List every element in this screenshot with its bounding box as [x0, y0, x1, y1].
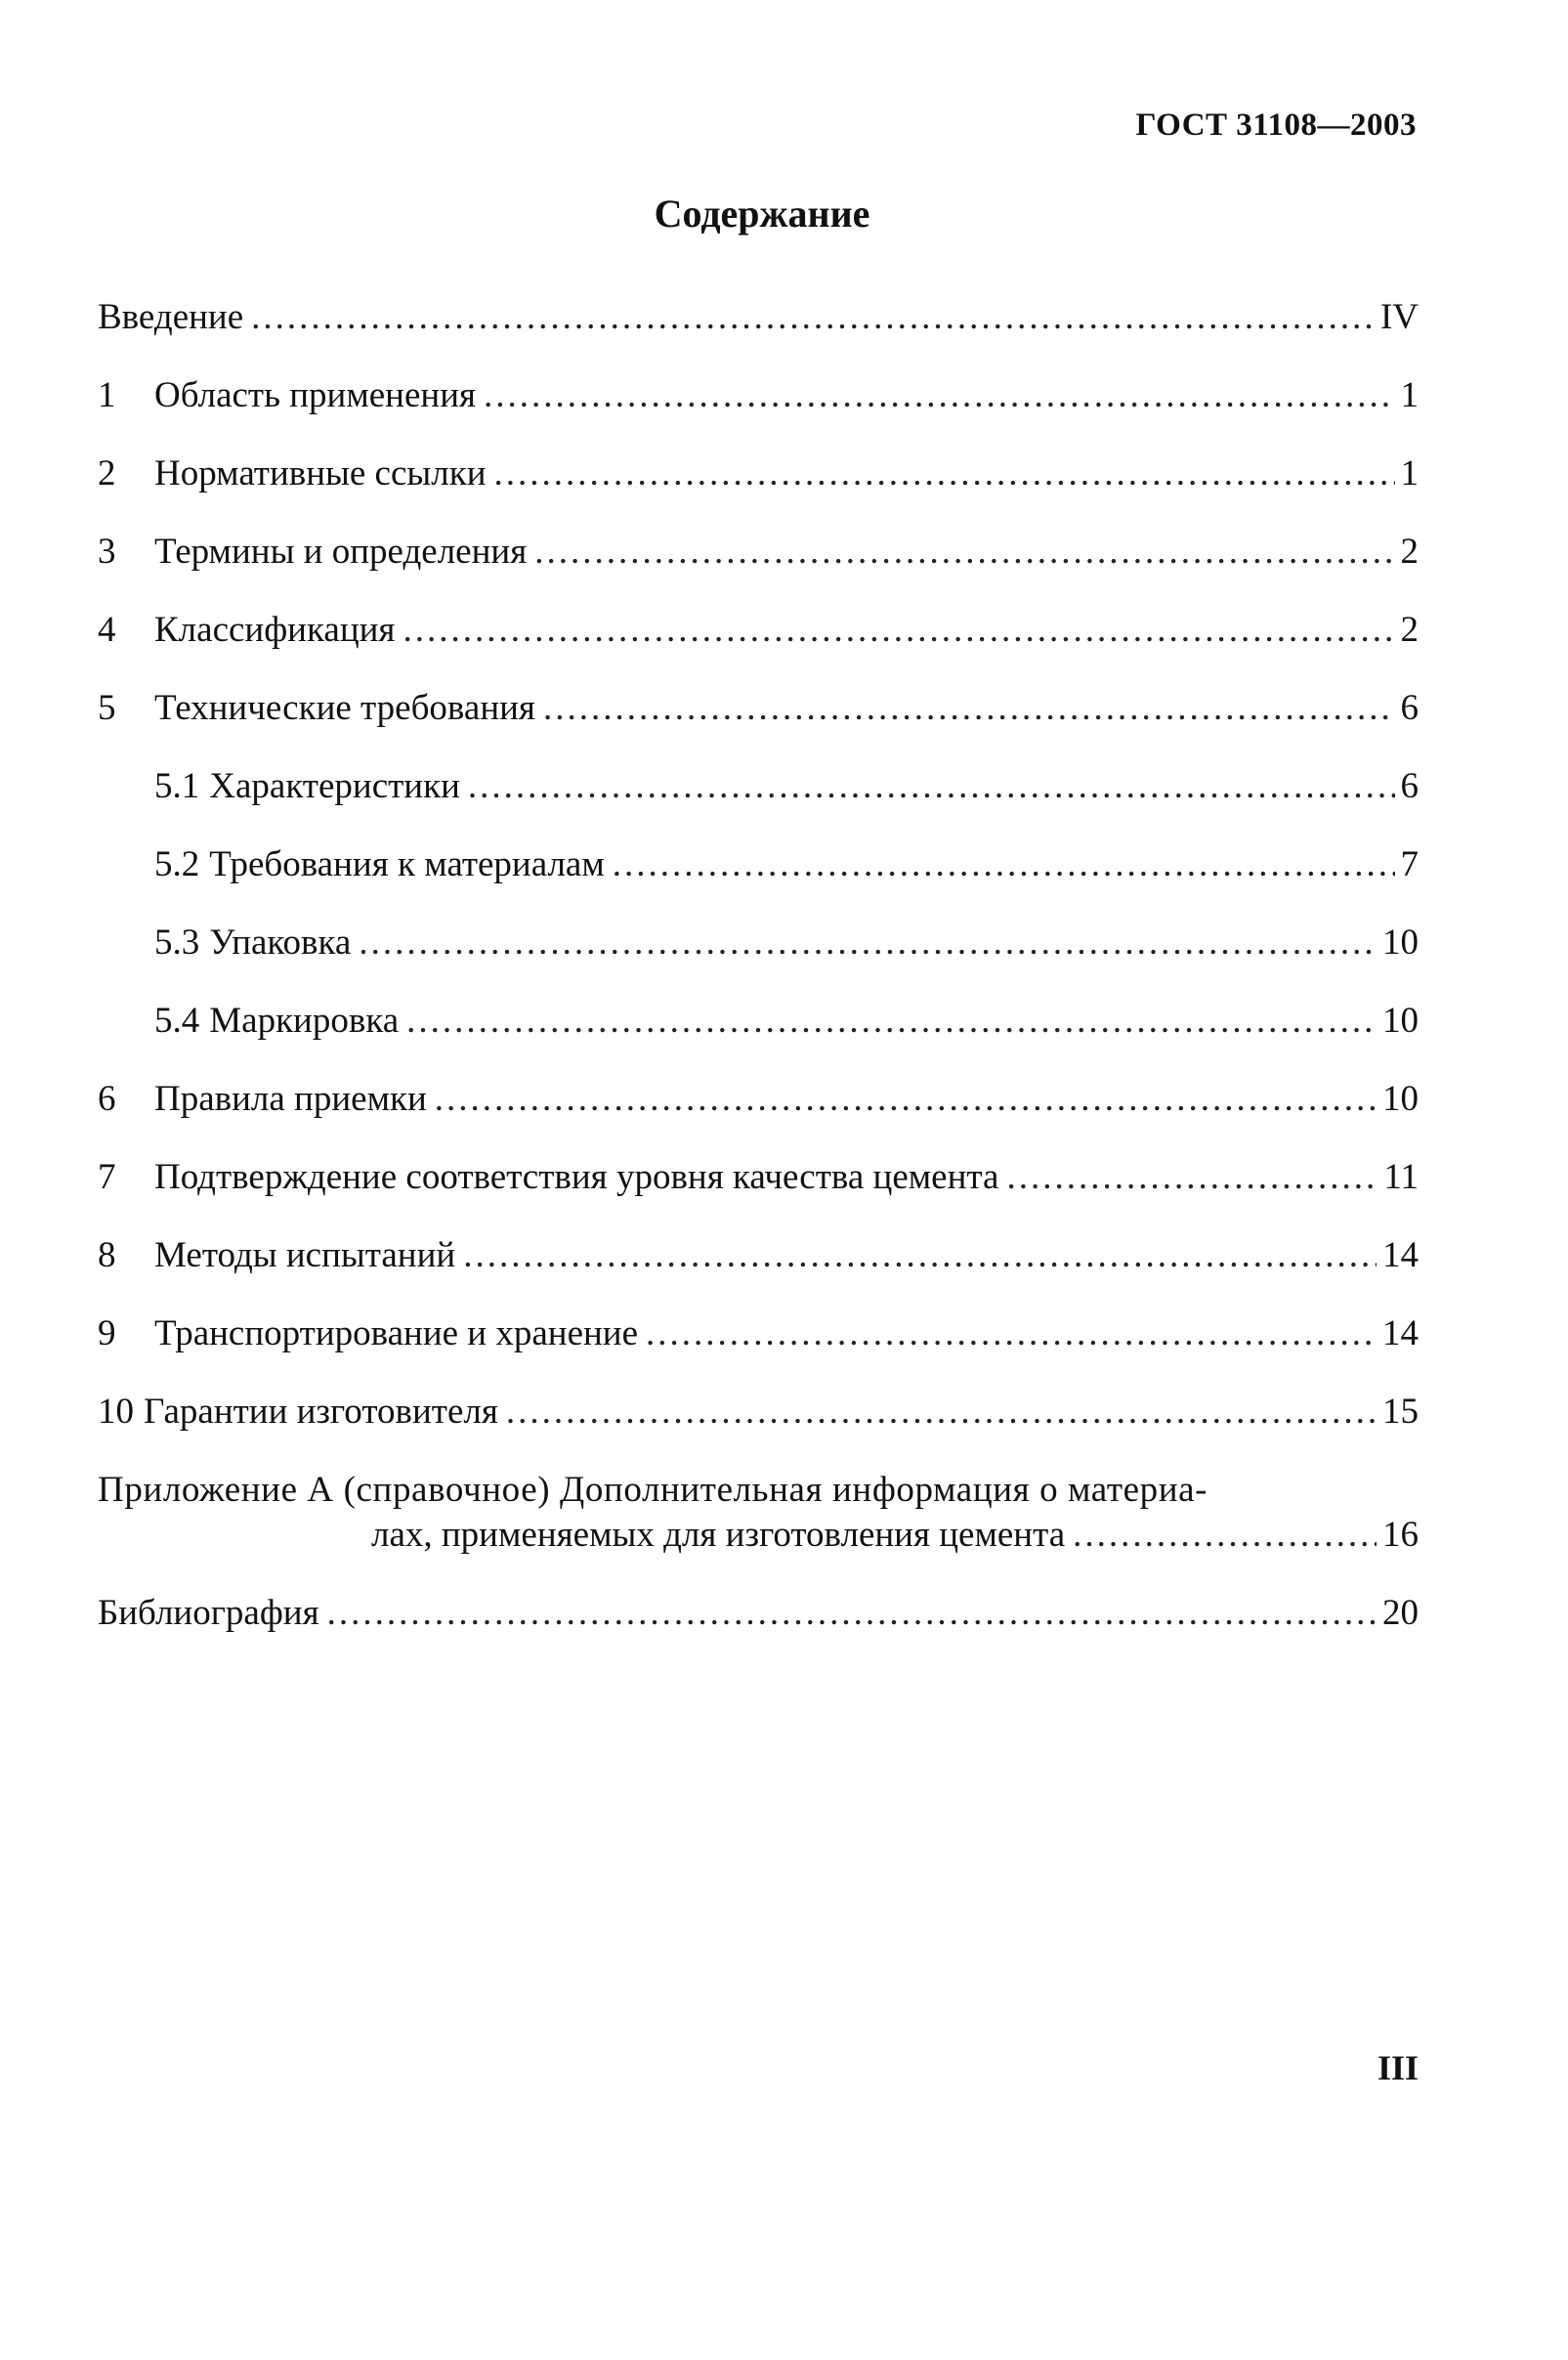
toc-entry-page: 14 — [1382, 1313, 1419, 1353]
toc-entry-title: Транспортирование и хранение — [154, 1313, 639, 1353]
dot-leader — [506, 1390, 1377, 1435]
toc-entry-number: 6 — [98, 1079, 116, 1119]
toc-entry-page: 10 — [1382, 1001, 1419, 1041]
toc-entry-page: 10 — [1382, 923, 1419, 963]
dot-leader — [435, 1077, 1377, 1122]
toc-entry-page: 15 — [1382, 1392, 1419, 1432]
toc-entry-page: 6 — [1400, 766, 1419, 806]
dot-leader — [251, 295, 1375, 340]
page-number: III — [1377, 2048, 1419, 2087]
dot-leader — [534, 530, 1394, 575]
toc-entry-page: 6 — [1400, 688, 1419, 728]
toc-entry-title: Нормативные ссылки — [154, 453, 487, 493]
toc-entry-page: 2 — [1400, 532, 1419, 572]
toc-entry-number: 8 — [98, 1235, 116, 1275]
toc-entry-number: 5.3 — [154, 923, 200, 963]
toc-entry-number: 5.2 — [154, 844, 200, 884]
toc-entry-7 — [98, 1155, 1419, 1200]
toc-entry-page: 14 — [1382, 1235, 1419, 1275]
table-of-contents — [98, 295, 1419, 1669]
toc-entry-number: 3 — [98, 532, 116, 572]
toc-entry-9 — [98, 1311, 1419, 1356]
toc-entry-page: 11 — [1383, 1157, 1419, 1197]
toc-appendix-line2: лах, применяемых для изготовления цемента — [371, 1515, 1066, 1555]
toc-entry-number: 5 — [98, 688, 116, 728]
dot-leader — [494, 451, 1395, 496]
toc-entry-title: Введение — [98, 297, 244, 337]
toc-entry-5-2 — [98, 842, 1419, 887]
dot-leader — [543, 686, 1395, 731]
dot-leader — [1073, 1513, 1377, 1558]
toc-entry-page: 1 — [1400, 453, 1419, 493]
toc-entry-title: Подтверждение соответствия уровня качества цемента — [154, 1157, 999, 1197]
toc-appendix-line1: Приложение А (справочное) Дополнительная информация о материа- — [98, 1470, 1208, 1510]
toc-entry-5-1 — [98, 764, 1419, 809]
dot-leader — [403, 608, 1394, 653]
toc-entry-page: 10 — [1382, 1079, 1419, 1119]
dot-leader — [327, 1591, 1377, 1636]
toc-entry-6 — [98, 1077, 1419, 1122]
toc-entry-title: Маркировка — [209, 1001, 400, 1041]
toc-entry-number: 1 — [98, 375, 116, 415]
toc-entry-number: 10 — [98, 1392, 134, 1432]
dot-leader — [406, 999, 1377, 1044]
toc-entry-page: 1 — [1400, 375, 1419, 415]
toc-entry-appendix-a — [98, 1468, 1419, 1558]
document-code: ГОСТ 31108—2003 — [1135, 107, 1417, 143]
toc-entry-title: Гарантии изготовителя — [144, 1392, 498, 1432]
toc-entry-page: IV — [1379, 297, 1419, 337]
toc-entry-title: Требования к материалам — [209, 844, 605, 884]
dot-leader — [484, 373, 1394, 418]
toc-entry-5-4 — [98, 999, 1419, 1044]
toc-entry-1 — [98, 373, 1419, 418]
toc-entry-number: 4 — [98, 610, 116, 650]
toc-entry-title: Библиография — [98, 1593, 319, 1633]
toc-entry-number: 9 — [98, 1313, 116, 1353]
toc-entry-page: 7 — [1400, 844, 1419, 884]
toc-entry-number: 5.4 — [154, 1001, 200, 1041]
toc-entry-title: Упаковка — [209, 923, 352, 963]
toc-entry-number: 7 — [98, 1157, 116, 1197]
toc-entry-number: 5.1 — [154, 766, 200, 806]
toc-entry-5 — [98, 686, 1419, 731]
toc-entry-title: Область применения — [154, 375, 477, 415]
toc-entry-page: 2 — [1400, 610, 1419, 650]
dot-leader — [1006, 1155, 1377, 1200]
toc-entry-bibliography — [98, 1591, 1419, 1636]
toc-entry-number: 2 — [98, 453, 116, 493]
toc-heading: Содержание — [654, 192, 870, 236]
toc-entry-page: 20 — [1382, 1593, 1419, 1633]
toc-entry-8 — [98, 1233, 1419, 1278]
toc-entry-3 — [98, 530, 1419, 575]
dot-leader — [613, 842, 1395, 887]
dot-leader — [359, 921, 1377, 965]
toc-entry-title: Технические требования — [154, 688, 535, 728]
toc-entry-2 — [98, 451, 1419, 496]
toc-entry-title: Методы испытаний — [154, 1235, 456, 1275]
toc-entry-5-3 — [98, 921, 1419, 965]
toc-entry-page: 16 — [1382, 1515, 1419, 1555]
toc-entry-4 — [98, 608, 1419, 653]
toc-appendix-line2-row — [98, 1513, 1419, 1558]
dot-leader — [468, 764, 1395, 809]
toc-entry-title: Термины и определения — [154, 532, 528, 572]
toc-entry-title: Характеристики — [209, 766, 460, 806]
dot-leader — [646, 1311, 1377, 1356]
dot-leader — [463, 1233, 1377, 1278]
toc-entry-introduction — [98, 295, 1419, 340]
toc-entry-title: Классификация — [154, 610, 396, 650]
toc-entry-title: Правила приемки — [154, 1079, 427, 1119]
toc-entry-10 — [98, 1390, 1419, 1435]
